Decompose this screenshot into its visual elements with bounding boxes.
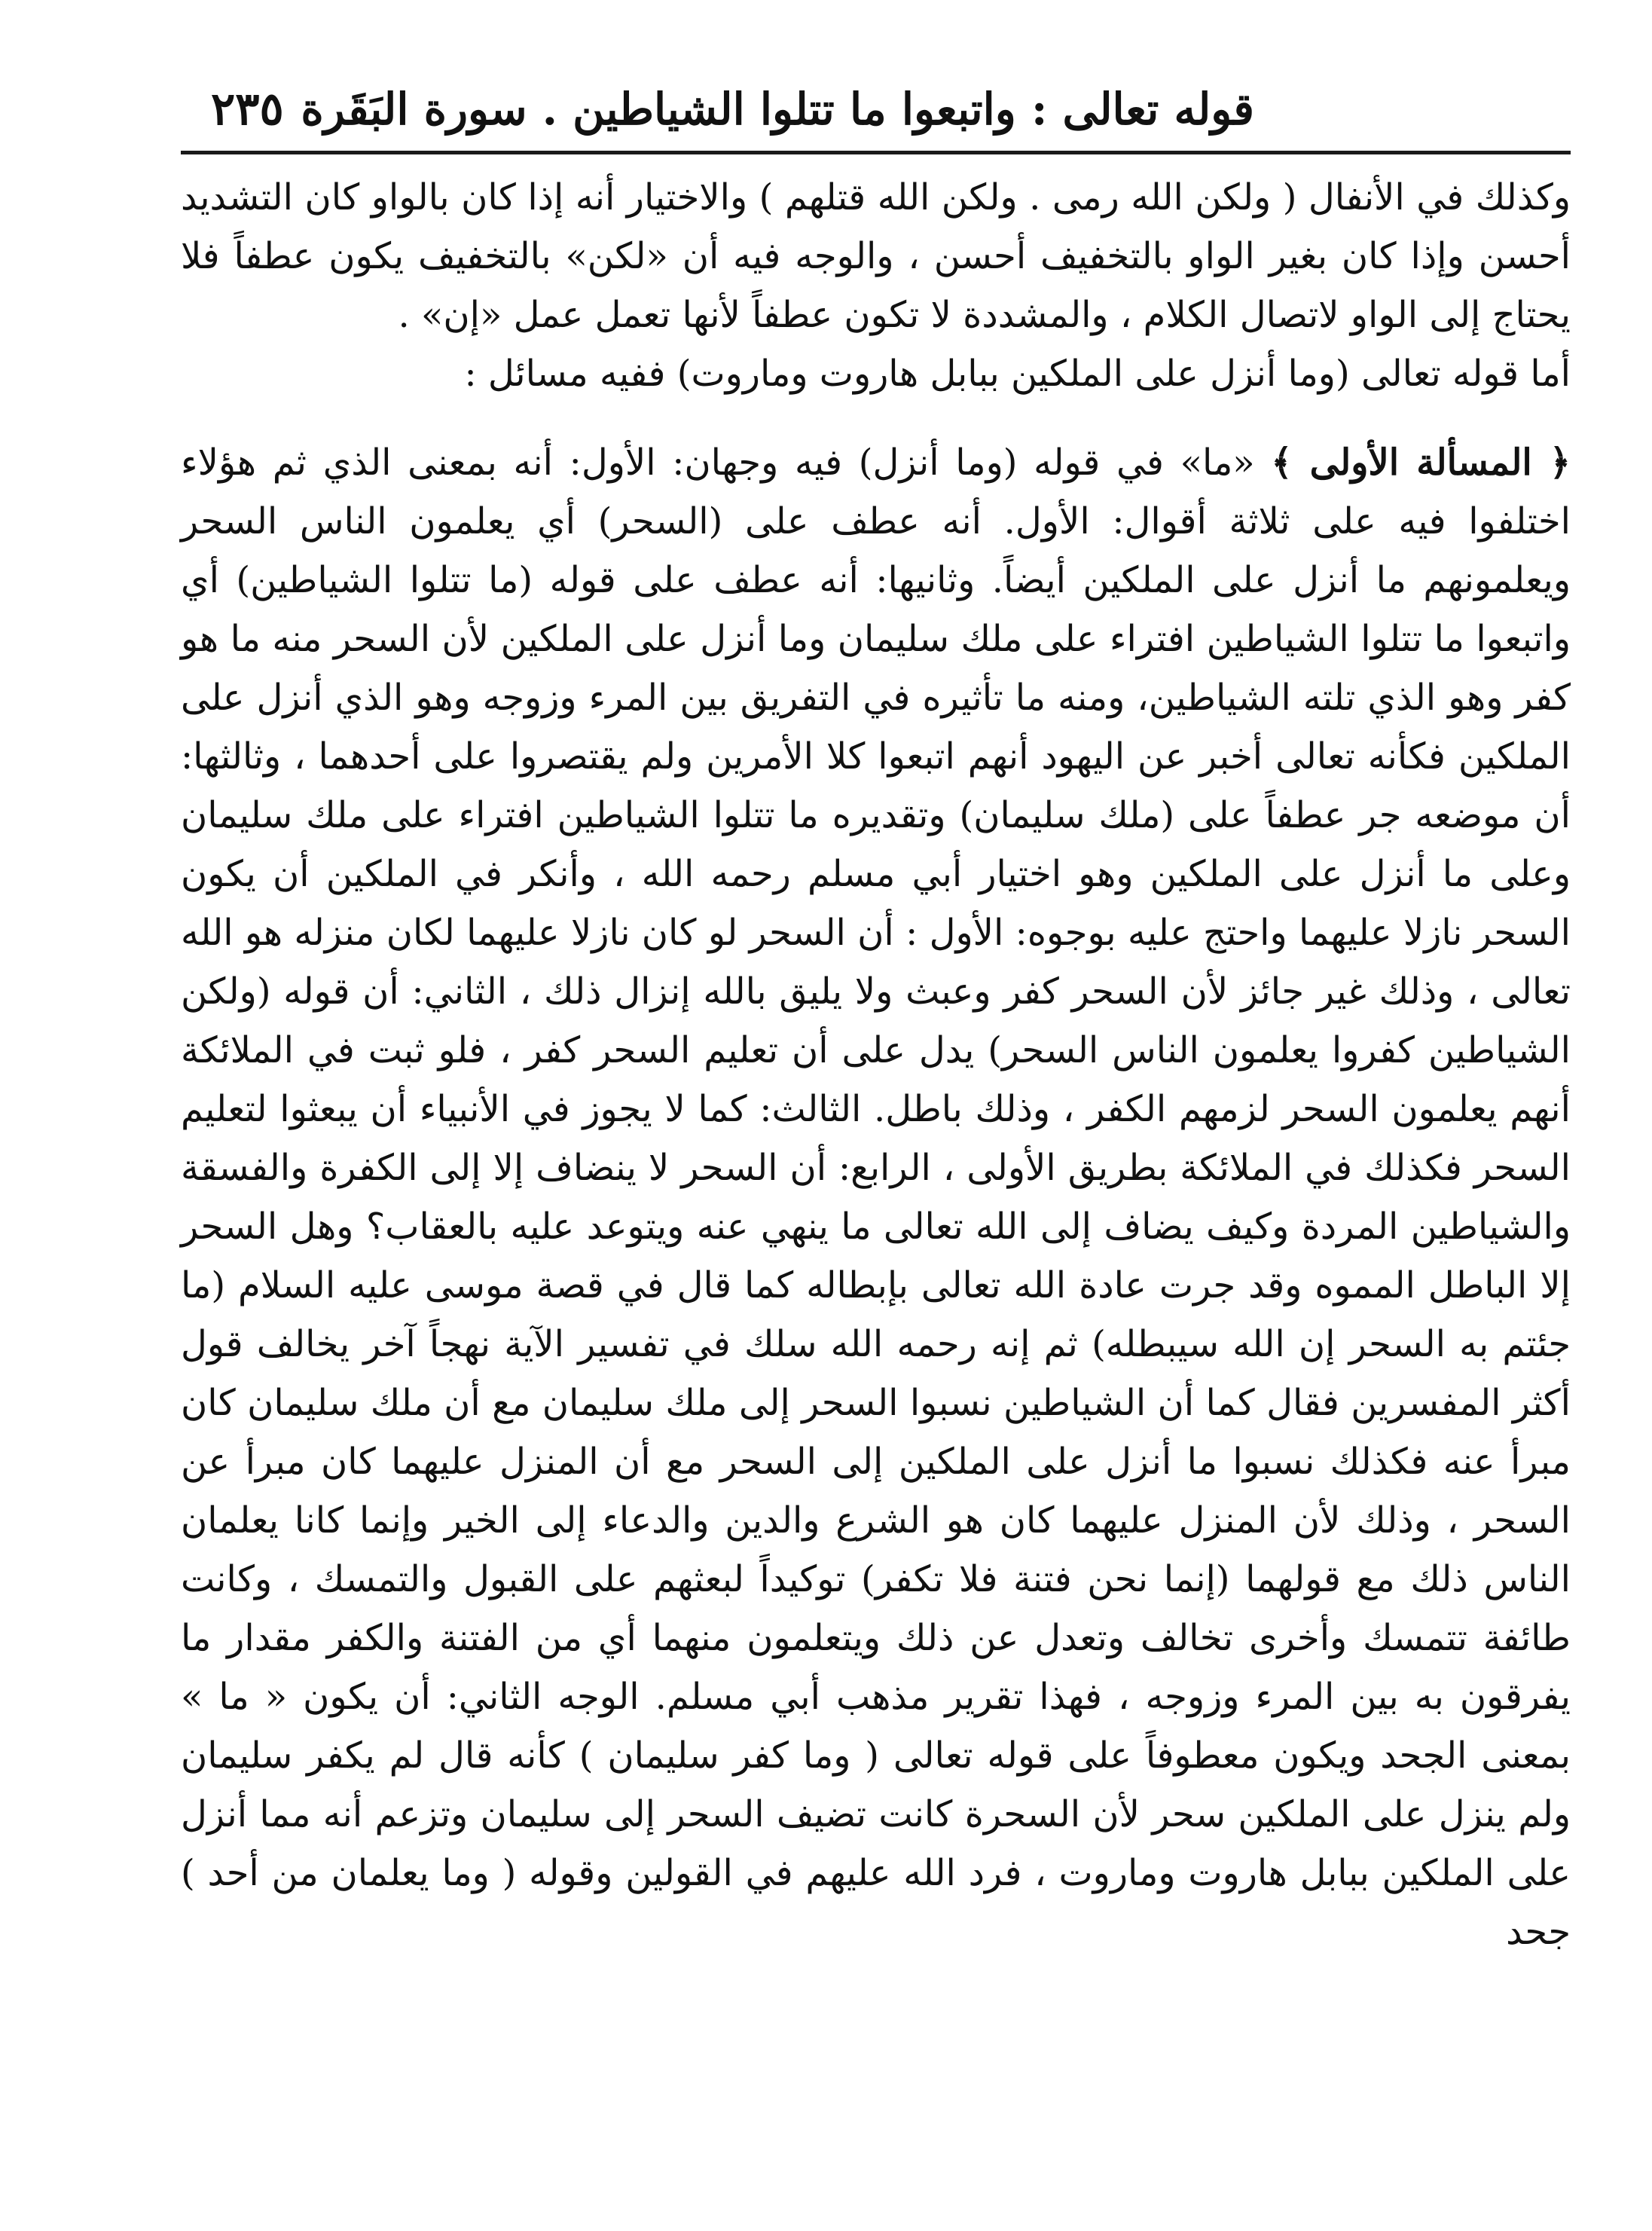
issue-text: «ما» في قوله (وما أنزل) فيه وجهان: الأول: أنه بمعنى الذي ثم هؤلاء اختلفوا فيه على ثلاثة أقوال: الأول. أنه عطف على (السحر) أي يعلمون الناس السحر ويعلمونهم ما أنزل على الملكين أيضاً. وثانيها: أنه عطف على قوله (ما تتلوا الشياطين) أي واتبعوا ما تتلوا الشياطين افتراء على ملك سليمان وما أنزل على الملكين لأن السحر منه ما هو كفر وهو الذي تلته الشياطين، ومنه ما تأثيره في التفريق بين المرء وزوجه وهو الذي أنزل على الملكين فكأنه تعالى أخبر عن اليهود أنهم اتبعوا كلا الأمرين ولم يقتصروا على أحدهما ، وثالثها: أن موضعه جر عطفاً على (ملك سليمان) وتقديره ما تتلوا الشياطين افتراء على ملك سليمان وعلى ما أنزل على الملكين وهو اختيار أبي مسلم رحمه الله ، وأنكر في الملكين أن يكون السحر نازلا عليهما واحتج عليه بوجوه: الأول : أن السحر لو كان نازلا عليهما لكان منزله هو الله تعالى ، وذلك غير جائز لأن السحر كفر وعبث ولا يليق بالله إنزال ذلك ، الثاني: أن قوله (ولكن الشياطين كفروا يعلمون الناس السحر) يدل على أن تعليم السحر كفر ، فلو ثبت في الملائكة أنهم يعلمون السحر لزمهم الكفر ، وذلك باطل. الثالث: كما لا يجوز في الأنبياء أن يبعثوا لتعليم السحر فكذلك في الملائكة بطريق الأولى ، الرابع: أن السحر لا ينضاف إلا إلى الكفرة والفسقة والشياطين المردة وكيف يضاف إلى الله تعالى ما ينهي عنه ويتوعد عليه بالعقاب؟ وهل السحر إلا الباطل المموه وقد جرت عادة الله تعالى بإبطاله كما قال في قصة موسى عليه السلام (ما جئتم به السحر إن الله سيبطله) ثم إنه رحمه الله سلك في تفسير الآية نهجاً آخر يخالف قول أكثر المفسرين فقال كما أن الشياطين نسبوا السحر إلى ملك سليمان مع أن ملك سليمان كان مبرأ عنه فكذلك نسبوا ما أنزل على الملكين إلى السحر مع أن المنزل عليهما كان مبرأ عن السحر ، وذلك لأن المنزل عليهما كان هو الشرع والدين والدعاء إلى الخير وإنما كانا يعلمان الناس ذلك مع قولهما (إنما نحن فتنة فلا تكفر) توكيداً لبعثهم على القبول والتمسك ، وكانت طائفة تتمسك وأخرى تخالف وتعدل عن ذلك ويتعلمون منهما أي من الفتنة والكفر مقدار ما يفرقون به بين المرء وزوجه ، فهذا تقرير مذهب أبي مسلم. الوجه الثاني: أن يكون « ما » بمعنى الجحد ويكون معطوفاً على قوله تعالى ( وما كفر سليمان ) كأنه قال لم يكفر سليمان ولم ينزل على الملكين سحر لأن السحرة كانت تضيف السحر إلى سليمان وتزعم أنه مما أنزل على الملكين ببابل هاروت وماروت ، فرد الله عليهم في القولين وقوله ( وما يعلمان من أحد ) جحد — [181, 442, 1571, 1953]
issue-heading: ﴿ المسألة الأولى ﴾ — [1271, 442, 1571, 484]
running-title: قوله تعالى : واتبعوا ما تتلوا الشياطين . سورة البَقَرة — [301, 84, 1254, 135]
paragraph-question: أما قوله تعالى (وما أنزل على الملكين ببابل هاروت وماروت) ففيه مسائل : — [464, 353, 1571, 395]
page-header — [181, 68, 1571, 154]
page-number: ٢٣٥ — [211, 83, 284, 136]
paragraph-issue-one — [181, 433, 1571, 1961]
paragraph-intro: وكذلك في الأنفال ( ولكن الله رمى . ولكن الله قتلهم ) والاختيار أنه إذا كان بالواو كان التشديد أحسن وإذا كان بغير الواو بالتخفيف أحسن ، والوجه فيه أن «لكن» بالتخفيف يكون عطفاً فلا يحتاج إلى الواو لاتصال الكلام ، والمشددة لا تكون عطفاً لأنها تعمل عمل «إن» . — [181, 176, 1571, 336]
book-page — [181, 68, 1571, 2178]
page-body — [181, 168, 1571, 1961]
